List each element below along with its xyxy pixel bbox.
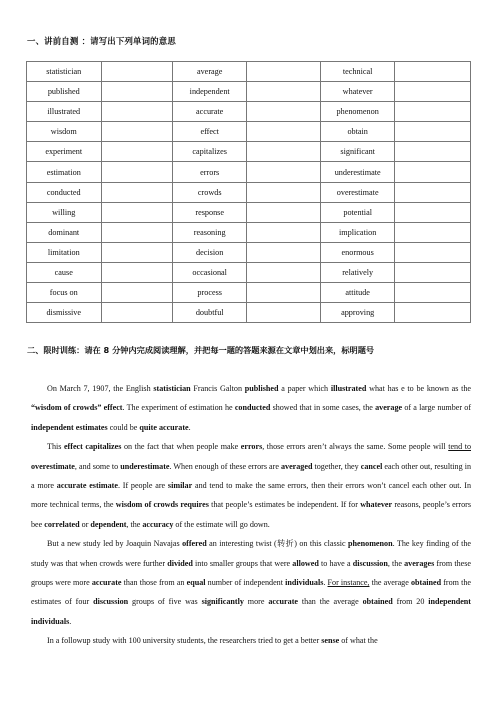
vocab-answer-cell[interactable]	[101, 262, 172, 282]
vocab-word-cell: process	[172, 283, 247, 303]
passage-text: . If people are	[117, 481, 168, 491]
vocab-answer-cell[interactable]	[101, 182, 172, 202]
vocab-word-cell: conducted	[27, 182, 102, 202]
bold-keyword: divided	[167, 558, 193, 568]
vocab-word-cell: technical	[320, 62, 395, 82]
vocab-answer-cell[interactable]	[101, 202, 172, 222]
vocab-word-cell: implication	[320, 222, 395, 242]
passage-text: into smaller groups that were	[192, 558, 293, 568]
passage-text: of a large number of	[402, 403, 472, 413]
bold-keyword: published	[244, 384, 279, 393]
vocab-word-cell: limitation	[27, 242, 102, 262]
vocab-answer-cell[interactable]	[247, 182, 320, 202]
vocab-answer-cell[interactable]	[395, 283, 471, 303]
bold-keyword: obtained	[362, 597, 393, 607]
vocab-answer-cell[interactable]	[101, 162, 172, 182]
passage-text: , those errors aren’t always the same. Some people will	[262, 442, 449, 452]
section-1-heading: 一、讲前自测 ：请写出下列单词的意思	[27, 36, 176, 46]
passage-text: than those from an	[121, 578, 187, 588]
vocab-row	[27, 122, 471, 142]
bold-keyword: average	[375, 403, 403, 413]
vocab-answer-cell[interactable]	[247, 202, 320, 222]
vocab-answer-cell[interactable]	[247, 222, 320, 242]
vocab-answer-cell[interactable]	[395, 82, 471, 102]
passage-text: . When enough of these errors are	[169, 461, 281, 471]
vocab-answer-cell[interactable]	[247, 62, 320, 82]
vocab-row	[27, 222, 471, 242]
bold-keyword: obtained	[410, 578, 442, 588]
reading-passage	[31, 379, 471, 651]
underlined-phrase: For instance,	[327, 578, 370, 588]
passage-text: Francis Galton	[190, 384, 245, 393]
vocab-answer-cell[interactable]	[395, 162, 471, 182]
vocab-word-cell: underestimate	[320, 162, 395, 182]
bold-keyword: accurate	[268, 597, 298, 607]
bold-keyword: accurate	[91, 578, 122, 588]
vocab-answer-cell[interactable]	[247, 122, 320, 142]
vocab-answer-cell[interactable]	[247, 262, 320, 282]
passage-text: more	[243, 597, 269, 607]
vocab-answer-cell[interactable]	[101, 62, 172, 82]
vocab-row	[27, 262, 471, 282]
vocab-word-cell: average	[172, 62, 247, 82]
passage-text: on the fact that when people make	[121, 442, 241, 452]
vocab-word-cell: published	[27, 82, 102, 102]
passage-text: an interesting twist (转折) on this classic	[206, 539, 349, 549]
passage-paragraph	[31, 437, 471, 534]
passage-text: together, they	[312, 461, 361, 471]
vocab-answer-cell[interactable]	[247, 242, 320, 262]
bold-keyword: underestimate	[120, 461, 170, 471]
vocab-row	[27, 102, 471, 122]
bold-keyword: errors	[240, 442, 263, 452]
vocab-answer-cell[interactable]	[101, 82, 172, 102]
passage-text: But a new study led by Joaquin Navajas	[47, 539, 183, 549]
passage-text: number of independent	[205, 578, 286, 588]
passage-text: showed that in some cases, the	[270, 403, 376, 413]
passage-text: .	[323, 578, 328, 588]
vocab-row	[27, 242, 471, 262]
passage-text: , the	[387, 558, 405, 568]
passage-text: a paper which	[278, 384, 331, 393]
section-2-heading: 二、限时训练：请在 8 分钟内完成阅读理解，并把每一题的答题来源在文章中划出来，标明题号	[27, 345, 375, 355]
bold-keyword: overestimate	[31, 461, 75, 471]
vocab-word-cell: overestimate	[320, 182, 395, 202]
passage-text: . The experiment of estimation he	[122, 403, 235, 413]
vocab-answer-cell[interactable]	[247, 303, 320, 323]
bold-keyword: dependent	[90, 519, 127, 529]
vocab-word-cell: response	[172, 202, 247, 222]
bold-keyword: similar	[167, 481, 193, 491]
vocab-answer-cell[interactable]	[247, 102, 320, 122]
bold-keyword: statistician	[153, 384, 191, 393]
vocab-answer-cell[interactable]	[101, 242, 172, 262]
vocab-row	[27, 182, 471, 202]
vocab-row	[27, 202, 471, 222]
passage-paragraph	[31, 631, 471, 650]
bold-keyword: averages	[404, 558, 435, 568]
passage-paragraph	[31, 534, 471, 631]
vocab-answer-cell[interactable]	[247, 283, 320, 303]
vocab-answer-cell[interactable]	[101, 122, 172, 142]
vocab-word-cell: cause	[27, 262, 102, 282]
passage-text: reasons, people’s errors bee	[31, 500, 472, 529]
vocab-word-cell: relatively	[320, 262, 395, 282]
passage-text: or	[79, 519, 91, 529]
vocab-word-cell: crowds	[172, 182, 247, 202]
vocab-word-cell: enormous	[320, 242, 395, 262]
vocab-word-cell: attitude	[320, 283, 395, 303]
bold-keyword: offered	[182, 539, 207, 549]
vocab-answer-cell[interactable]	[395, 102, 471, 122]
vocab-answer-cell[interactable]	[395, 62, 471, 82]
passage-text: to have a	[318, 558, 353, 568]
passage-text: of what the	[339, 636, 378, 646]
passage-text: could be	[107, 422, 140, 432]
vocab-word-cell: dominant	[27, 222, 102, 242]
vocab-row	[27, 162, 471, 182]
bold-keyword: individuals	[285, 578, 324, 588]
vocab-word-cell: whatever	[320, 82, 395, 102]
passage-text: .	[188, 422, 191, 432]
bold-keyword: averaged	[280, 461, 313, 471]
vocabulary-table	[26, 61, 471, 323]
bold-keyword: illustrated	[330, 384, 367, 393]
vocab-answer-cell[interactable]	[395, 242, 471, 262]
vocab-word-cell: statistician	[27, 62, 102, 82]
bold-keyword: effect	[103, 403, 123, 413]
passage-text: .	[69, 616, 72, 626]
vocab-answer-cell[interactable]	[101, 102, 172, 122]
passage-text: from 20	[392, 597, 429, 607]
vocab-word-cell: significant	[320, 142, 395, 162]
vocab-answer-cell[interactable]	[395, 262, 471, 282]
passage-text: In a followup study with 100 university students, the researchers tried to get a better	[47, 636, 322, 646]
vocab-word-cell: estimation	[27, 162, 102, 182]
bold-keyword: cancel	[360, 461, 383, 471]
passage-text: , the	[126, 519, 143, 529]
passage-text: from the estimates of four	[31, 578, 472, 607]
bold-keyword: accurate estimate	[56, 481, 118, 491]
vocab-word-cell: dismissive	[27, 303, 102, 323]
bold-keyword: effect capitalizes	[63, 442, 122, 452]
passage-text: than the average	[298, 597, 363, 607]
vocab-answer-cell[interactable]	[101, 222, 172, 242]
bold-keyword: discussion	[93, 597, 129, 607]
vocab-word-cell: capitalizes	[172, 142, 247, 162]
passage-text: and tend to make the same errors, then their errors won’t cancel each other out. In more technical terms, the	[31, 481, 471, 510]
vocab-answer-cell[interactable]	[247, 82, 320, 102]
vocab-word-cell: phenomenon	[320, 102, 395, 122]
passage-text: groups of five was	[128, 597, 202, 607]
vocab-word-cell: focus on	[27, 283, 102, 303]
vocab-row	[27, 62, 471, 82]
bold-keyword: whatever	[360, 500, 393, 510]
bold-keyword: allowed	[292, 558, 319, 568]
bold-keyword: phenomenon	[348, 539, 393, 549]
bold-keyword: accuracy	[142, 519, 174, 529]
vocab-word-cell: accurate	[172, 102, 247, 122]
vocab-word-cell: independent	[172, 82, 247, 102]
vocab-word-cell: errors	[172, 162, 247, 182]
vocab-answer-cell[interactable]	[247, 142, 320, 162]
vocab-word-cell: effect	[172, 122, 247, 142]
vocab-answer-cell[interactable]	[101, 142, 172, 162]
vocab-word-cell: willing	[27, 202, 102, 222]
vocab-answer-cell[interactable]	[395, 303, 471, 323]
passage-text: . The key finding of the study was that when crowds were further	[31, 539, 471, 568]
vocab-row	[27, 82, 471, 102]
vocab-word-cell: doubtful	[172, 303, 247, 323]
bold-keyword: “wisdom of crowds”	[31, 403, 102, 413]
vocab-answer-cell[interactable]	[395, 182, 471, 202]
bold-keyword: equal	[186, 578, 206, 588]
vocab-word-cell: occasional	[172, 262, 247, 282]
vocab-row	[27, 303, 471, 323]
passage-text: that people’s estimates be independent. If for	[208, 500, 361, 510]
bold-keyword: discussion	[352, 558, 388, 568]
bold-keyword: correlated	[44, 519, 80, 529]
passage-text: of the estimate will go down.	[173, 519, 270, 529]
bold-keyword: sense	[321, 636, 340, 646]
vocab-answer-cell[interactable]	[395, 222, 471, 242]
vocab-row	[27, 283, 471, 303]
bold-keyword: estimates	[75, 422, 108, 432]
passage-text: what has e to be known as the	[366, 384, 471, 393]
vocab-word-cell: potential	[320, 202, 395, 222]
underlined-phrase: tend to	[448, 442, 471, 452]
vocab-answer-cell[interactable]	[395, 122, 471, 142]
bold-keyword: conducted	[234, 403, 271, 413]
vocab-word-cell: wisdom	[27, 122, 102, 142]
vocabulary-table-body	[27, 62, 471, 323]
passage-text: , and some to	[74, 461, 121, 471]
bold-keyword: quite accurate	[139, 422, 189, 432]
bold-keyword: independent	[31, 422, 74, 432]
vocab-answer-cell[interactable]	[395, 142, 471, 162]
passage-paragraph	[31, 379, 471, 437]
vocab-answer-cell[interactable]	[247, 162, 320, 182]
passage-text: each other out, resulting in a more	[31, 461, 471, 491]
vocab-answer-cell[interactable]	[101, 303, 172, 323]
vocab-answer-cell[interactable]	[395, 202, 471, 222]
bold-keyword: wisdom of crowds requires	[115, 500, 209, 510]
vocab-word-cell: approving	[320, 303, 395, 323]
vocab-word-cell: decision	[172, 242, 247, 262]
bold-keyword: independent individuals	[31, 597, 471, 626]
passage-text: from these groups were more	[31, 558, 471, 588]
bold-keyword: significantly	[201, 597, 244, 607]
vocab-word-cell: reasoning	[172, 222, 247, 242]
vocab-word-cell: experiment	[27, 142, 102, 162]
vocab-answer-cell[interactable]	[101, 283, 172, 303]
vocab-row	[27, 142, 471, 162]
passage-text: On March 7, 1907, the English	[47, 384, 154, 393]
vocab-word-cell: illustrated	[27, 102, 102, 122]
vocab-word-cell: obtain	[320, 122, 395, 142]
passage-text: This	[47, 442, 64, 452]
passage-text: the average	[369, 578, 411, 588]
